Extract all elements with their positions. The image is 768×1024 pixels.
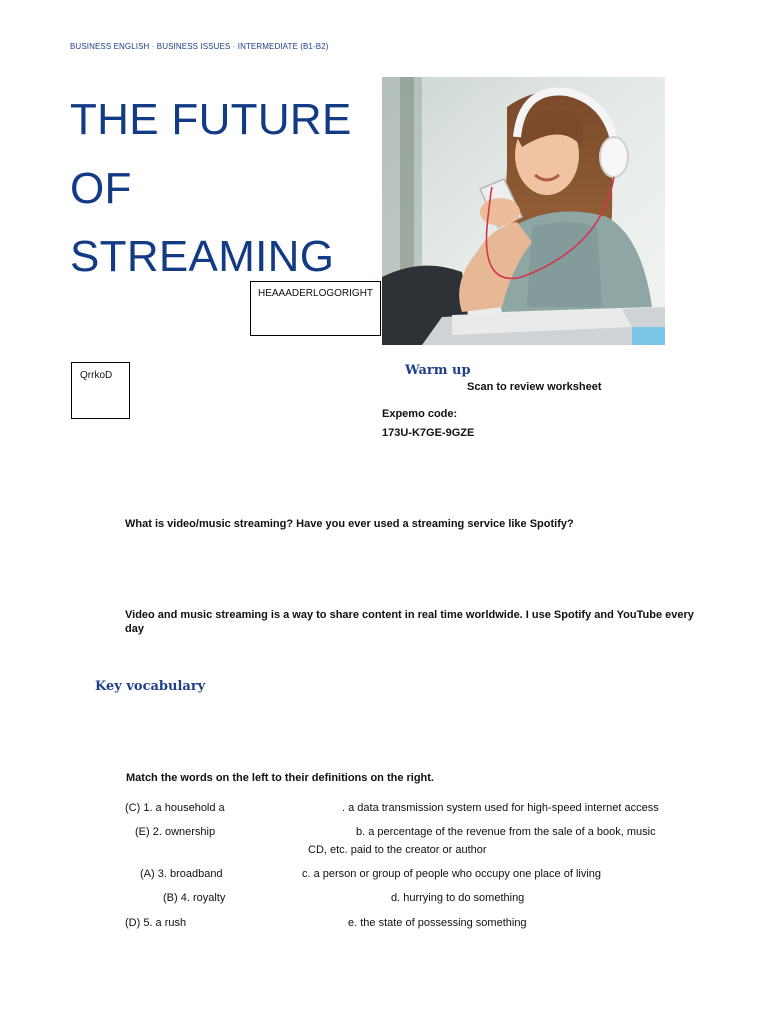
matching-instruction: Match the words on the left to their definitions on the right. bbox=[126, 772, 434, 784]
vocab-definition-e: e. the state of possessing something bbox=[348, 917, 527, 929]
woman-with-headphones-photo bbox=[382, 77, 665, 345]
scan-to-review-text: Scan to review worksheet bbox=[467, 381, 602, 393]
header-logo-label: HEAAADERLOGORIGHT bbox=[258, 288, 374, 299]
vocab-term-4: (B) 4. royalty bbox=[163, 892, 226, 904]
vocab-definition-c: c. a person or group of people who occupy one place of living bbox=[302, 868, 602, 880]
vocab-definition-b: b. a percentage of the revenue from the sale of a book, music bbox=[356, 826, 656, 838]
page-title-line-3: STREAMING bbox=[70, 232, 335, 281]
page-title-line-2: OF bbox=[70, 164, 132, 213]
page-title-line-1: THE FUTURE bbox=[70, 95, 352, 144]
qr-code-label: QrrkoD bbox=[80, 370, 113, 381]
vocab-term-3: (A) 3. broadband bbox=[140, 868, 223, 880]
warm-up-answer: Video and music streaming is a way to share content in real time worldwide. I use Spotify and YouTube every day bbox=[125, 609, 694, 635]
key-vocabulary-heading: Key vocabulary bbox=[95, 679, 206, 694]
header-logo-placeholder bbox=[250, 281, 381, 336]
vocab-definition-b-continued: CD, etc. paid to the creator or author bbox=[308, 844, 487, 856]
vocab-definition-a: . a data transmission system used for high-speed internet access bbox=[342, 802, 659, 814]
warm-up-question: What is video/music streaming? Have you ever used a streaming service like Spotify? bbox=[125, 518, 574, 530]
breadcrumb: BUSINESS ENGLISH · BUSINESS ISSUES · INTERMEDIATE (B1-B2) bbox=[70, 42, 329, 51]
vocab-definition-d: d. hurrying to do something bbox=[391, 892, 525, 904]
vocab-term-1: (C) 1. a household a bbox=[125, 802, 225, 814]
vocab-term-5: (D) 5. a rush bbox=[125, 917, 187, 929]
expemo-code-label: Expemo code: bbox=[382, 408, 458, 420]
expemo-code-value: 173U-K7GE-9GZE bbox=[382, 427, 475, 439]
vocab-term-2: (E) 2. ownership bbox=[135, 826, 216, 838]
warm-up-heading: Warm up bbox=[405, 363, 471, 378]
qr-code-placeholder bbox=[71, 362, 130, 419]
